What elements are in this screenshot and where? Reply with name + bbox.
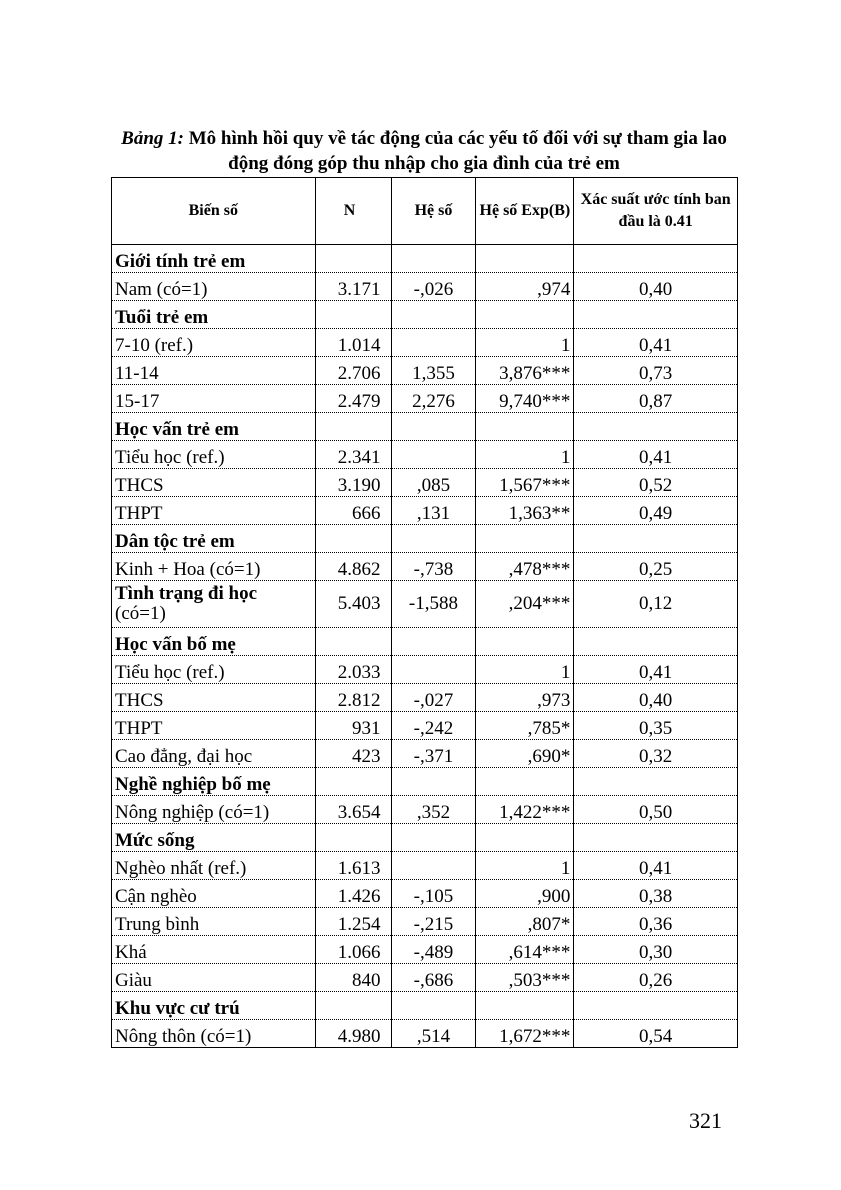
cell-exp-b-text: ,478*** bbox=[508, 559, 571, 580]
cell-exp-b-text: 9,740*** bbox=[499, 391, 571, 412]
cell-variable-text: Trung bình bbox=[115, 914, 200, 935]
cell-variable bbox=[112, 469, 316, 497]
cell-n bbox=[315, 936, 391, 964]
cell-variable-text: THPT bbox=[115, 503, 163, 524]
cell-n-text: 423 bbox=[352, 746, 381, 767]
cell-exp-b-text: 1,672*** bbox=[499, 1026, 571, 1047]
cell-coefficient bbox=[391, 740, 476, 768]
table-row bbox=[112, 656, 738, 684]
cell-n-text: 1.426 bbox=[337, 886, 381, 907]
cell-probability-text: 0,30 bbox=[639, 942, 673, 963]
cell-n-text: 1.066 bbox=[337, 942, 381, 963]
cell-probability bbox=[574, 796, 738, 824]
cell-probability bbox=[574, 497, 738, 525]
cell-variable-text: Cận nghèo bbox=[115, 886, 197, 907]
cell-probability bbox=[574, 880, 738, 908]
cell-variable-subtext: (có=1) bbox=[115, 603, 166, 624]
cell-probability bbox=[574, 656, 738, 684]
cell-probability bbox=[574, 824, 738, 852]
cell-variable-text: Nông thôn (có=1) bbox=[115, 1026, 252, 1047]
cell-probability-text: 0,40 bbox=[639, 279, 673, 300]
cell-probability bbox=[574, 1020, 738, 1048]
cell-probability-text: 0,41 bbox=[639, 858, 673, 879]
cell-variable bbox=[112, 581, 316, 628]
cell-n bbox=[315, 992, 391, 1020]
cell-variable bbox=[112, 684, 316, 712]
cell-exp-b-text: ,973 bbox=[537, 690, 571, 711]
cell-variable-text: THCS bbox=[115, 690, 164, 711]
cell-variable bbox=[112, 497, 316, 525]
cell-exp-b bbox=[476, 796, 574, 824]
cell-variable-text: Giới tính trẻ em bbox=[115, 251, 246, 272]
cell-exp-b-text: 1,567*** bbox=[499, 475, 571, 496]
cell-probability-text: 0,40 bbox=[639, 690, 673, 711]
table-row bbox=[112, 936, 738, 964]
table-row bbox=[112, 880, 738, 908]
cell-exp-b bbox=[476, 329, 574, 357]
cell-probability bbox=[574, 908, 738, 936]
cell-n-text: 4.862 bbox=[337, 559, 381, 580]
cell-variable bbox=[112, 964, 316, 992]
cell-exp-b bbox=[476, 908, 574, 936]
cell-coefficient bbox=[391, 469, 476, 497]
cell-variable bbox=[112, 1020, 316, 1048]
cell-variable-text: Nghề nghiệp bố mẹ bbox=[115, 774, 271, 795]
cell-coefficient-text: 1,355 bbox=[412, 363, 455, 384]
page-number: 321 bbox=[689, 1108, 722, 1133]
cell-probability bbox=[574, 329, 738, 357]
cell-coefficient bbox=[391, 413, 476, 441]
table-category-row bbox=[112, 628, 738, 656]
cell-exp-b bbox=[476, 301, 574, 329]
cell-coefficient bbox=[391, 628, 476, 656]
cell-probability-text: 0,38 bbox=[639, 886, 673, 907]
table-row bbox=[112, 441, 738, 469]
cell-probability bbox=[574, 357, 738, 385]
cell-coefficient bbox=[391, 992, 476, 1020]
cell-variable-text: Tuổi trẻ em bbox=[115, 307, 209, 328]
cell-exp-b bbox=[476, 852, 574, 880]
cell-n bbox=[315, 329, 391, 357]
header-probability: Xác suất ước tính ban đầu là 0.41 bbox=[574, 178, 738, 245]
cell-probability bbox=[574, 768, 738, 796]
caption-title: Mô hình hồi quy về tác động của các yếu tố đối với sự tham gia lao động đóng góp thu nhập cho gia đình của trẻ em bbox=[183, 128, 727, 174]
cell-probability-text: 0,25 bbox=[639, 559, 673, 580]
cell-exp-b bbox=[476, 245, 574, 273]
header-coefficient: Hệ số bbox=[391, 178, 476, 245]
cell-n bbox=[315, 880, 391, 908]
cell-probability bbox=[574, 245, 738, 273]
cell-n-text: 5.403 bbox=[337, 593, 381, 614]
cell-variable bbox=[112, 740, 316, 768]
cell-probability bbox=[574, 964, 738, 992]
cell-coefficient bbox=[391, 824, 476, 852]
table-row bbox=[112, 273, 738, 301]
cell-n bbox=[315, 740, 391, 768]
cell-probability-text: 0,41 bbox=[639, 335, 673, 356]
cell-coefficient-text: -,686 bbox=[413, 970, 454, 991]
cell-n-text: 2.033 bbox=[337, 662, 381, 683]
cell-probability-text: 0,52 bbox=[639, 475, 673, 496]
cell-probability bbox=[574, 684, 738, 712]
cell-variable-text: Kinh + Hoa (có=1) bbox=[115, 559, 261, 580]
cell-coefficient bbox=[391, 880, 476, 908]
cell-probability bbox=[574, 301, 738, 329]
cell-coefficient-text: ,514 bbox=[416, 1026, 451, 1047]
cell-variable bbox=[112, 880, 316, 908]
cell-exp-b bbox=[476, 469, 574, 497]
cell-n bbox=[315, 357, 391, 385]
table-category-row bbox=[112, 245, 738, 273]
cell-coefficient bbox=[391, 712, 476, 740]
cell-exp-b bbox=[476, 712, 574, 740]
cell-exp-b bbox=[476, 525, 574, 553]
cell-n-text: 3.190 bbox=[337, 475, 381, 496]
cell-variable-text: Nông nghiệp (có=1) bbox=[115, 802, 270, 823]
cell-variable-text: Giàu bbox=[115, 970, 152, 991]
cell-exp-b bbox=[476, 628, 574, 656]
cell-variable bbox=[112, 441, 316, 469]
cell-variable bbox=[112, 992, 316, 1020]
cell-coefficient bbox=[391, 525, 476, 553]
cell-coefficient bbox=[391, 684, 476, 712]
cell-coefficient-text: -,738 bbox=[413, 559, 454, 580]
cell-n bbox=[315, 301, 391, 329]
cell-coefficient-text: -,027 bbox=[413, 690, 454, 711]
cell-exp-b bbox=[476, 385, 574, 413]
cell-coefficient-text: 2,276 bbox=[412, 391, 455, 412]
cell-exp-b bbox=[476, 936, 574, 964]
cell-exp-b-text: ,204*** bbox=[508, 593, 571, 614]
cell-n-text: 931 bbox=[352, 718, 381, 739]
cell-n bbox=[315, 852, 391, 880]
cell-exp-b bbox=[476, 992, 574, 1020]
cell-exp-b-text: 1 bbox=[560, 858, 571, 879]
cell-coefficient bbox=[391, 301, 476, 329]
cell-coefficient bbox=[391, 1020, 476, 1048]
table-row bbox=[112, 497, 738, 525]
cell-coefficient bbox=[391, 796, 476, 824]
cell-coefficient-text: -,105 bbox=[413, 886, 454, 907]
cell-variable bbox=[112, 768, 316, 796]
cell-n-text: 4.980 bbox=[337, 1026, 381, 1047]
cell-variable bbox=[112, 936, 316, 964]
cell-n-text: 1.014 bbox=[337, 335, 381, 356]
table-category-row bbox=[112, 992, 738, 1020]
header-n: N bbox=[315, 178, 391, 245]
table-row bbox=[112, 712, 738, 740]
cell-n bbox=[315, 525, 391, 553]
cell-n-text: 2.706 bbox=[337, 363, 381, 384]
cell-exp-b-text: ,785* bbox=[527, 718, 571, 739]
cell-probability-text: 0,41 bbox=[639, 447, 673, 468]
cell-n bbox=[315, 908, 391, 936]
table-row bbox=[112, 469, 738, 497]
cell-exp-b bbox=[476, 553, 574, 581]
cell-probability bbox=[574, 413, 738, 441]
cell-probability bbox=[574, 553, 738, 581]
cell-probability bbox=[574, 852, 738, 880]
table-row bbox=[112, 908, 738, 936]
cell-coefficient bbox=[391, 329, 476, 357]
cell-exp-b-text: ,974 bbox=[537, 279, 571, 300]
cell-n bbox=[315, 469, 391, 497]
table-body bbox=[112, 245, 738, 1048]
cell-probability-text: 0,73 bbox=[639, 363, 673, 384]
table-category-row bbox=[112, 413, 738, 441]
cell-exp-b-text: 1 bbox=[560, 662, 571, 683]
cell-variable-text: Nghèo nhất (ref.) bbox=[115, 858, 247, 879]
cell-coefficient bbox=[391, 441, 476, 469]
table-row bbox=[112, 740, 738, 768]
cell-coefficient bbox=[391, 357, 476, 385]
cell-n bbox=[315, 245, 391, 273]
cell-variable bbox=[112, 852, 316, 880]
cell-exp-b-text: 1,422*** bbox=[499, 802, 571, 823]
cell-variable-text: Khu vực cư trú bbox=[115, 998, 240, 1019]
cell-probability-text: 0,41 bbox=[639, 662, 673, 683]
cell-coefficient bbox=[391, 964, 476, 992]
cell-n-text: 1.613 bbox=[337, 858, 381, 879]
table-row bbox=[112, 1020, 738, 1048]
cell-probability-text: 0,26 bbox=[639, 970, 673, 991]
cell-n-text: 3.171 bbox=[337, 279, 381, 300]
cell-n bbox=[315, 796, 391, 824]
table-category-row bbox=[112, 824, 738, 852]
cell-variable bbox=[112, 525, 316, 553]
cell-coefficient bbox=[391, 768, 476, 796]
cell-exp-b-text: ,690* bbox=[527, 746, 571, 767]
cell-n bbox=[315, 553, 391, 581]
cell-coefficient bbox=[391, 852, 476, 880]
cell-probability bbox=[574, 469, 738, 497]
caption-label: Bảng 1: bbox=[121, 128, 184, 149]
cell-exp-b-text: ,503*** bbox=[508, 970, 571, 991]
table-category-row bbox=[112, 768, 738, 796]
table-row bbox=[112, 553, 738, 581]
cell-n-text: 2.812 bbox=[337, 690, 381, 711]
cell-probability-text: 0,32 bbox=[639, 746, 673, 767]
cell-probability bbox=[574, 740, 738, 768]
cell-variable bbox=[112, 329, 316, 357]
cell-coefficient-text: -,489 bbox=[413, 942, 454, 963]
cell-coefficient-text: ,352 bbox=[416, 802, 451, 823]
cell-variable bbox=[112, 628, 316, 656]
cell-n-text: 666 bbox=[352, 503, 381, 524]
cell-exp-b-text: ,807* bbox=[527, 914, 571, 935]
cell-probability bbox=[574, 581, 738, 628]
cell-exp-b bbox=[476, 768, 574, 796]
cell-n bbox=[315, 273, 391, 301]
cell-probability bbox=[574, 441, 738, 469]
regression-table bbox=[111, 177, 738, 1048]
cell-exp-b-text: 3,876*** bbox=[499, 363, 571, 384]
cell-variable bbox=[112, 712, 316, 740]
cell-exp-b-text: ,900 bbox=[537, 886, 571, 907]
cell-n-text: 2.479 bbox=[337, 391, 381, 412]
cell-n bbox=[315, 656, 391, 684]
cell-coefficient bbox=[391, 245, 476, 273]
table-category-row bbox=[112, 525, 738, 553]
cell-variable bbox=[112, 656, 316, 684]
cell-variable bbox=[112, 301, 316, 329]
cell-probability-text: 0,35 bbox=[639, 718, 673, 739]
cell-exp-b bbox=[476, 413, 574, 441]
cell-probability-text: 0,87 bbox=[639, 391, 673, 412]
cell-exp-b bbox=[476, 964, 574, 992]
cell-variable bbox=[112, 796, 316, 824]
cell-probability-text: 0,36 bbox=[639, 914, 673, 935]
cell-coefficient bbox=[391, 273, 476, 301]
cell-probability bbox=[574, 273, 738, 301]
cell-probability-text: 0,50 bbox=[639, 802, 673, 823]
cell-coefficient bbox=[391, 385, 476, 413]
table-row bbox=[112, 581, 738, 628]
cell-exp-b bbox=[476, 357, 574, 385]
table-row bbox=[112, 796, 738, 824]
table-category-row bbox=[112, 301, 738, 329]
cell-exp-b-text: 1 bbox=[560, 335, 571, 356]
cell-probability bbox=[574, 525, 738, 553]
cell-n bbox=[315, 1020, 391, 1048]
cell-variable bbox=[112, 553, 316, 581]
cell-exp-b-text: 1 bbox=[560, 447, 571, 468]
cell-coefficient-text: -,026 bbox=[413, 279, 454, 300]
cell-exp-b bbox=[476, 824, 574, 852]
cell-exp-b bbox=[476, 581, 574, 628]
cell-n bbox=[315, 628, 391, 656]
cell-variable bbox=[112, 908, 316, 936]
cell-n bbox=[315, 441, 391, 469]
cell-exp-b bbox=[476, 273, 574, 301]
cell-coefficient-text: -,215 bbox=[413, 914, 454, 935]
cell-variable-text: THCS bbox=[115, 475, 164, 496]
cell-coefficient-text: -1,588 bbox=[408, 593, 458, 614]
header-row bbox=[112, 178, 738, 245]
cell-coefficient bbox=[391, 581, 476, 628]
cell-coefficient bbox=[391, 908, 476, 936]
cell-variable-text: 15-17 bbox=[115, 391, 160, 412]
table-row bbox=[112, 684, 738, 712]
cell-n-text: 1.254 bbox=[337, 914, 381, 935]
table-row bbox=[112, 852, 738, 880]
header-variable: Biến số bbox=[112, 178, 316, 245]
cell-variable-text: Mức sống bbox=[115, 830, 195, 851]
cell-variable-text: 7-10 (ref.) bbox=[115, 335, 194, 356]
cell-n bbox=[315, 684, 391, 712]
cell-variable bbox=[112, 357, 316, 385]
cell-variable bbox=[112, 824, 316, 852]
cell-variable-text: Tiểu học (ref.) bbox=[115, 662, 225, 683]
cell-variable bbox=[112, 385, 316, 413]
table-row bbox=[112, 964, 738, 992]
cell-variable bbox=[112, 413, 316, 441]
cell-variable bbox=[112, 245, 316, 273]
cell-probability-text: 0,12 bbox=[639, 593, 673, 614]
table-row bbox=[112, 385, 738, 413]
table-caption bbox=[110, 126, 738, 176]
cell-probability-text: 0,54 bbox=[639, 1026, 673, 1047]
cell-probability-text: 0,49 bbox=[639, 503, 673, 524]
cell-probability bbox=[574, 385, 738, 413]
cell-n bbox=[315, 581, 391, 628]
cell-variable-text: 11-14 bbox=[115, 363, 159, 384]
cell-n bbox=[315, 385, 391, 413]
table-row bbox=[112, 357, 738, 385]
cell-n bbox=[315, 768, 391, 796]
cell-n bbox=[315, 413, 391, 441]
table-row bbox=[112, 329, 738, 357]
cell-exp-b-text: ,614*** bbox=[508, 942, 571, 963]
cell-coefficient bbox=[391, 656, 476, 684]
cell-n-text: 3.654 bbox=[337, 802, 381, 823]
cell-coefficient-text: ,131 bbox=[416, 503, 451, 524]
cell-variable-text: Cao đẳng, đại học bbox=[115, 746, 253, 767]
cell-exp-b-text: 1,363** bbox=[508, 503, 571, 524]
cell-exp-b bbox=[476, 1020, 574, 1048]
cell-coefficient bbox=[391, 553, 476, 581]
cell-coefficient bbox=[391, 497, 476, 525]
cell-variable bbox=[112, 273, 316, 301]
cell-probability bbox=[574, 628, 738, 656]
cell-coefficient bbox=[391, 936, 476, 964]
cell-variable-text: Học vấn trẻ em bbox=[115, 419, 239, 440]
cell-n-text: 840 bbox=[352, 970, 381, 991]
cell-probability bbox=[574, 992, 738, 1020]
cell-n bbox=[315, 497, 391, 525]
cell-variable-text: THPT bbox=[115, 718, 163, 739]
cell-variable-text: Nam (có=1) bbox=[115, 279, 208, 300]
cell-coefficient-text: ,085 bbox=[416, 475, 451, 496]
cell-probability bbox=[574, 712, 738, 740]
cell-coefficient-text: -,242 bbox=[413, 718, 454, 739]
cell-probability bbox=[574, 936, 738, 964]
cell-exp-b bbox=[476, 441, 574, 469]
cell-variable-text: Học vấn bố mẹ bbox=[115, 634, 236, 655]
cell-exp-b bbox=[476, 497, 574, 525]
cell-variable-text: Khá bbox=[115, 942, 147, 963]
cell-n-text: 2.341 bbox=[337, 447, 381, 468]
header-exp-b: Hệ số Exp(B) bbox=[476, 178, 574, 245]
cell-exp-b bbox=[476, 740, 574, 768]
cell-n bbox=[315, 964, 391, 992]
cell-coefficient-text: -,371 bbox=[413, 746, 454, 767]
cell-variable-text: Tiểu học (ref.) bbox=[115, 447, 225, 468]
cell-variable-text: Tình trạng đi học bbox=[115, 583, 258, 604]
cell-n bbox=[315, 712, 391, 740]
cell-exp-b bbox=[476, 880, 574, 908]
cell-n bbox=[315, 824, 391, 852]
cell-exp-b bbox=[476, 684, 574, 712]
cell-exp-b bbox=[476, 656, 574, 684]
cell-variable-text: Dân tộc trẻ em bbox=[115, 531, 235, 552]
